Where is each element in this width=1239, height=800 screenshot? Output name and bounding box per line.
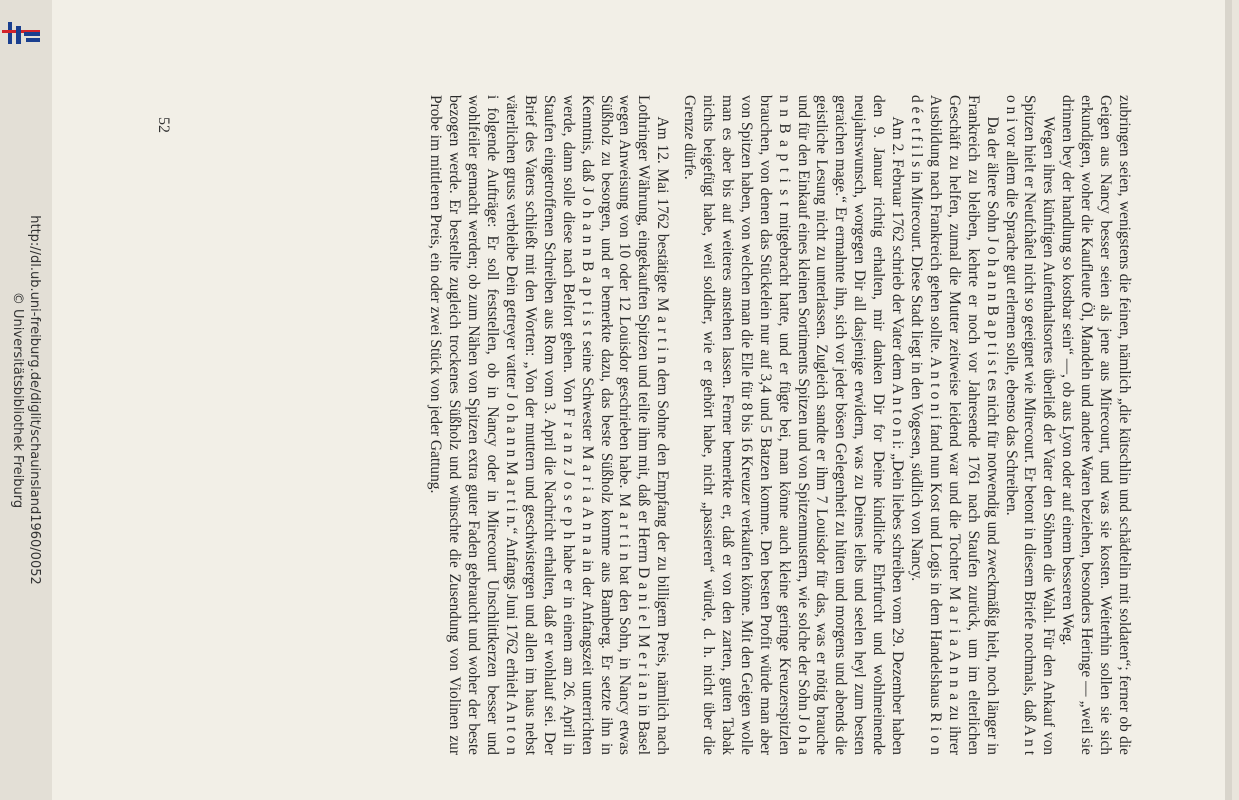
watermark-url: http://dl.ub.uni-freiburg.de/diglit/schauinsland1960/0052 [27,215,42,585]
paragraph: Am 12. Mai 1762 bestätigte M a r t i n dem Sohne den Empfang der zu billigem Preis, nämlich nach Lothringer Währung, eingekauften Spitzen und teilte ihm mit, daß er Herrn D a n i e l M e r i a n in Basel wegen Anweisung von 10 oder 12 Louisdor geschrieben habe. M a r t i n bat den Sohn, in Nancy etwas Süßholz zu besorgen, und er bemerkte dazu, das beste Süßholz komme aus Bamberg. Er setzte ihn in Kenntnis, daß J o h a n n B a p t i s t seine Schwester M a r i a A n n a in der Anfangszeit unterrichten werde, dann solle diese nach Belfort gehen. Von F r a n z J o s e p h habe er in einem am 26. April in Staufen eingetroffenen Schreiben aus Rom vom 3. April die Nachricht erhalten, daß er wohlauf sei. Der Brief des Vaters schließt mit den Worten: „Von der muttern und geschwistergen und allen im haus nebst väterlichen gruss verbleibe Dein getreyer vatter J o h a n n M a r t i n.“ Anfangs Juni 1762 erhielt A n t o n i folgende Aufträge: Er soll feststellen, ob in Nancy oder in Mirecourt Unschlittkerzen besser und wohlfeiler gemacht werden; ob zum Nähen von Spitzen extra guter Faden gebraucht und woher der beste bezogen werde. Er bestellte zugleich trockenes Süßholz und wünschte die Zusendung von Violinen zur Probe im mittleren Preis, ein oder zwei Stück von jeder Gattung. [427,95,672,755]
paragraph: zubringen seien, wenigstens die feinen, nämlich „die kütschlin und schädtelin mit soldaten“; ferner ob die Geigen aus Nancy besser seien als jene aus Mirecourt, und was sie kosten. Weiterhin sollen sie sich erkundigen, woher die Kaufleute Öl, Mandeln und andere Waren beziehen, besonders Heringe — „weil sie drinnen bey der handlung so kostbar sein“ —, ob aus Lyon oder auf einem besseren Weg. [1059,95,1133,755]
paragraph: Wegen ihres künftigen Aufenthaltsortes überließ der Vater den Söhnen die Wahl. Für den Ankauf von Spitzen hielt er Neufchâtel nicht so geeignet wie Mirecourt. Er betont in diesem Briefe nochmals, daß A n t o n i vor allem die Sprache gut erlernen solle, ebenso das Schreiben. [1002,95,1058,755]
paragraph: Da der ältere Sohn J o h a n n B a p t i s t es nicht für notwendig und zweckmäßig hielt, noch länger in Frankreich zu bleiben, kehrte er noch vor Jahresende 1761 nach Staufen zurück, um im elterlichen Geschäft zu helfen, zumal die Mutter zeitweise leidend war und die Tochter M a r i a A n n a zu ihrer Ausbildung nach Frankreich gehen sollte. A n t o n i fand nun Kost und Logis in dem Handelshaus R i o n d é e t f i l s in Mirecourt. Diese Stadt liegt in den Vogesen, südlich von Nancy. [908,95,1001,755]
viewer-sidebar [0,0,52,800]
library-logo-icon [2,18,40,48]
watermark-copyright: © Universitätsbibliothek Freiburg [10,291,25,509]
page-text-block [425,95,1133,755]
page-edge [1225,0,1232,800]
paragraph: Am 2. Februar 1762 schrieb der Vater dem A n t o n i: „Dein liebes schreiben vom 29. Dezember haben den 9. Januar richtig erhalten, mir danken Dir for Deine kindliche Ehrfurcht und wohlmeinende neujahrswunsch, worgegen Dir all dasjenige erwidern, was zu Deines leibs und seelen heyl zum besten geraichen mage.“ Er ermahnte ihn, sich vor jeder bösen Gelegenheit zu hüten und morgens und abends die geistliche Lesung nicht zu unterlassen. Zugleich sandte er ihm 7 Louisdor für das, was er nötig brauche und für den Einkauf eines kleinen Sortiments Spitzen und von Spitzenmustern, wie solche der Sohn J o h a n n B a p t i s t mitgebracht hatte, und er fügte bei, man könne auch kleine geringe Kreuzerspitzlen brauchen, von denen das Stückelein nur auf 3,4 und 5 Batzen komme. Den besten Profit würde man aber von Spitzen haben, von welchen man die Elle für 8 bis 16 Kreuzer verkaufen könne. Mit den Geigen wolle man es aber bis auf weiteres anstehen lassen. Ferner bemerkte er, daß er von den zarten, guten Tabak nichts beigefügt habe, weil soldher, wie er gehört habe, nicht „passieren“ würde, d. h. nicht über die Grenze dürfe. [681,95,907,755]
watermark [9,215,43,585]
page-number: 52 [155,117,172,133]
